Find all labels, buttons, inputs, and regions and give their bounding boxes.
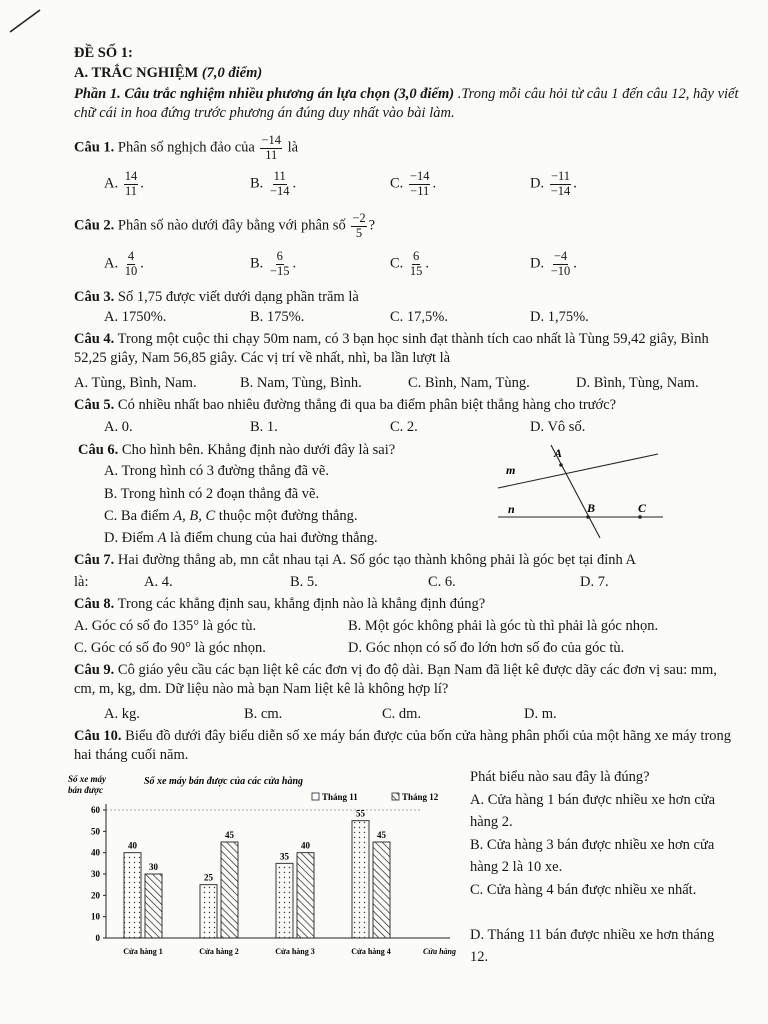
label-a: A (554, 446, 563, 460)
q1-option-a[interactable]: A. $\frac{14}{11}$ . (104, 169, 144, 198)
fraction: $\frac{-14}{11}$ (261, 133, 282, 162)
part1-instructions: Phần 1. Câu trắc nghiệm nhiều phương án lựa chọn (3,0 điểm) .Trong mỗi câu hỏi từ câu 1 đến câu 12, hãy viết chữ cái in hoa đứng trước phương án đúng duy nhất vào bài làm. (74, 86, 739, 121)
q3-option-d[interactable]: D. 1,75%. (530, 309, 589, 325)
label-m: m (506, 463, 516, 477)
question-10: Câu 10. Biểu đồ dưới đây biểu diễn số xe máy bán được của bốn cửa hàng phân phối của một hãng xe máy trong hai tháng cuối năm. (74, 728, 732, 763)
bar (297, 853, 314, 938)
question-1: Câu 1. Phân số nghịch đảo của $\frac{-14}{11}$ là (74, 133, 299, 162)
q4-option-c[interactable]: C. Bình, Nam, Tùng. (408, 375, 530, 391)
y-tick-label: 20 (91, 890, 100, 901)
x-tick-label: Cửa hàng 1 (123, 947, 163, 956)
fraction: $\frac{-2}{5}$ (352, 211, 366, 240)
q7-option-c[interactable]: C. 6. (428, 574, 456, 590)
q2-option-c[interactable]: C. $\frac{6}{15}$ . (390, 249, 430, 278)
q9-option-d[interactable]: D. m. (524, 706, 557, 722)
geometry-figure (488, 440, 688, 540)
point-c (638, 515, 642, 519)
bar (221, 842, 238, 938)
y-tick-label: 30 (91, 869, 100, 879)
pen-stroke-mark (6, 6, 46, 36)
q9-option-b[interactable]: B. cm. (244, 706, 283, 722)
q6-option-c[interactable]: C. Ba điểm A, B, C thuộc một đường thẳng. (104, 508, 358, 524)
q6-option-b[interactable]: B. Trong hình có 2 đoạn thẳng đã vẽ. (104, 486, 320, 502)
x-tick-label: Cửa hàng 3 (275, 947, 315, 956)
exam-number: ĐỀ SỐ 1: (74, 45, 133, 61)
y-tick-label: 50 (91, 826, 100, 837)
question-8: Câu 8. Trong các khẳng định sau, khẳng định nào là khẳng định đúng? (74, 596, 486, 612)
bar (145, 874, 162, 938)
point-b (586, 515, 590, 519)
bar-value-label: 30 (149, 862, 158, 872)
bar (124, 853, 141, 938)
q10-option-d[interactable]: D. Tháng 11 bán được nhiều xe hơn tháng 12. (470, 927, 715, 965)
q8-option-d[interactable]: D. Góc nhọn có số đo lớn hơn số đo của góc tù. (348, 640, 625, 656)
y-axis-label: Số xe máy bán được (68, 774, 106, 795)
y-tick-label: 40 (91, 847, 100, 858)
question-7: Câu 7. Hai đường thẳng ab, mn cắt nhau tại A. Số góc tạo thành không phải là góc bẹt tại đỉnh A (74, 552, 637, 568)
q8-option-b[interactable]: B. Một góc không phải là góc tù thì phải là góc nhọn. (348, 618, 659, 634)
q5-option-a[interactable]: A. 0. (104, 419, 133, 435)
q5-option-b[interactable]: B. 1. (250, 419, 278, 435)
line-m (498, 454, 658, 488)
bar-chart (62, 770, 462, 966)
section-a-title: A. TRẮC NGHIỆM (7,0 điểm) (74, 65, 263, 81)
q4-option-b[interactable]: B. Nam, Tùng, Bình. (240, 375, 362, 391)
bar-value-label: 40 (128, 840, 137, 851)
question-2: Câu 2. Phân số nào dưới đây bằng với phân số $\frac{-2}{5}$ ? (74, 211, 376, 240)
label-b: B (587, 501, 596, 515)
question-9: Câu 9. Cô giáo yêu cầu các bạn liệt kê các đơn vị đo độ dài. Bạn Nam đã liệt kê được dãy các đơn vị sau: mm, cm, m, kg, dm. Dữ liệu nào mà bạn Nam liệt kê là không hợp lí? (74, 662, 717, 697)
q8-option-a[interactable]: A. Góc có số đo 135° là góc tù. (74, 618, 257, 634)
bar-value-label: 35 (280, 851, 289, 862)
q2-option-b[interactable]: B. $\frac{6}{-15}$ . (250, 249, 297, 278)
q1-option-b[interactable]: B. $\frac{11}{-14}$ . (250, 169, 297, 198)
q10-option-b[interactable]: B. Cửa hàng 3 bán được nhiều xe hơn cửa hàng 2 là 10 xe. (470, 837, 715, 875)
q5-option-c[interactable]: C. 2. (390, 419, 418, 435)
q3-option-c[interactable]: C. 17,5%. (390, 309, 448, 325)
q6-option-a[interactable]: A. Trong hình có 3 đường thẳng đã vẽ. (104, 463, 329, 479)
chart-title: Số xe máy bán được của các cửa hàng (144, 776, 304, 787)
q4-option-a[interactable]: A. Tùng, Bình, Nam. (74, 375, 197, 391)
legend-swatch (312, 793, 319, 800)
bar (352, 821, 369, 938)
q3-option-b[interactable]: B. 175%. (250, 309, 305, 325)
label-n: n (508, 502, 515, 516)
q3-option-a[interactable]: A. 1750%. (104, 309, 167, 325)
question-6: Câu 6. Cho hình bên. Khẳng định nào dưới đây là sai? (78, 442, 396, 458)
q9-option-a[interactable]: A. kg. (104, 706, 140, 722)
question-5: Câu 5. Có nhiều nhất bao nhiêu đường thẳng đi qua ba điểm phân biệt thẳng hàng cho trước? (74, 397, 617, 413)
chart-bars (124, 809, 390, 938)
x-tick-label: Cửa hàng 4 (351, 947, 391, 956)
question-3: Câu 3. Số 1,75 được viết dưới dạng phần trăm là (74, 289, 359, 305)
bar-value-label: 45 (225, 830, 234, 840)
bar (276, 863, 293, 938)
q2-option-d[interactable]: D. $\frac{-4}{-10}$ . (530, 249, 577, 278)
q7-option-d[interactable]: D. 7. (580, 574, 609, 590)
q4-option-d[interactable]: D. Bình, Tùng, Nam. (576, 375, 699, 391)
y-tick-label: 10 (91, 911, 100, 922)
x-axis-label: Cửa hàng (422, 947, 456, 956)
q10-option-c[interactable]: C. Cửa hàng 4 bán được nhiều xe nhất. (470, 882, 697, 898)
bar (200, 885, 217, 938)
bar-value-label: 40 (301, 840, 310, 851)
label-c: C (638, 501, 647, 515)
legend-label: Tháng 11 (322, 792, 358, 802)
q10-option-a[interactable]: A. Cửa hàng 1 bán được nhiều xe hơn cửa hàng 2. (470, 792, 716, 830)
y-tick-label: 60 (91, 805, 100, 815)
x-tick-label: Cửa hàng 2 (199, 947, 239, 956)
q9-option-c[interactable]: C. dm. (382, 706, 422, 722)
bar (373, 842, 390, 938)
q6-option-d[interactable]: D. Điểm A là điểm chung của hai đường thẳng. (104, 530, 378, 546)
bar-value-label: 25 (204, 872, 213, 883)
chart-legend (312, 792, 439, 802)
legend-label: Tháng 12 (402, 792, 439, 802)
point-a (559, 463, 563, 467)
y-tick-label: 0 (95, 933, 100, 943)
q1-option-d[interactable]: D. $\frac{-11}{-14}$ . (530, 169, 577, 198)
q10-prompt: Phát biểu nào sau đây là đúng? (470, 769, 650, 785)
question-4: Câu 4. Trong một cuộc thi chạy 50m nam, có 3 bạn học sinh đạt thành tích cao nhất là Tùng 59,42 giây, Bình 52,25 giây, Nam 56,85 giây. Các vị trí về nhất, nhì, ba lần lượt là (74, 331, 709, 366)
bar-value-label: 55 (356, 808, 365, 819)
q7-option-b[interactable]: B. 5. (290, 574, 318, 590)
q1-option-c[interactable]: C. $\frac{-14}{-11}$ . (390, 169, 437, 198)
legend-swatch (392, 793, 399, 800)
q7-la: là: (74, 574, 89, 590)
q7-option-a[interactable]: A. 4. (144, 574, 173, 590)
q2-option-a[interactable]: A. $\frac{4}{10}$ . (104, 249, 144, 278)
q8-option-c[interactable]: C. Góc có số đo 90° là góc nhọn. (74, 640, 266, 656)
q5-option-d[interactable]: D. Vô số. (530, 419, 586, 435)
bar-value-label: 45 (377, 830, 386, 840)
